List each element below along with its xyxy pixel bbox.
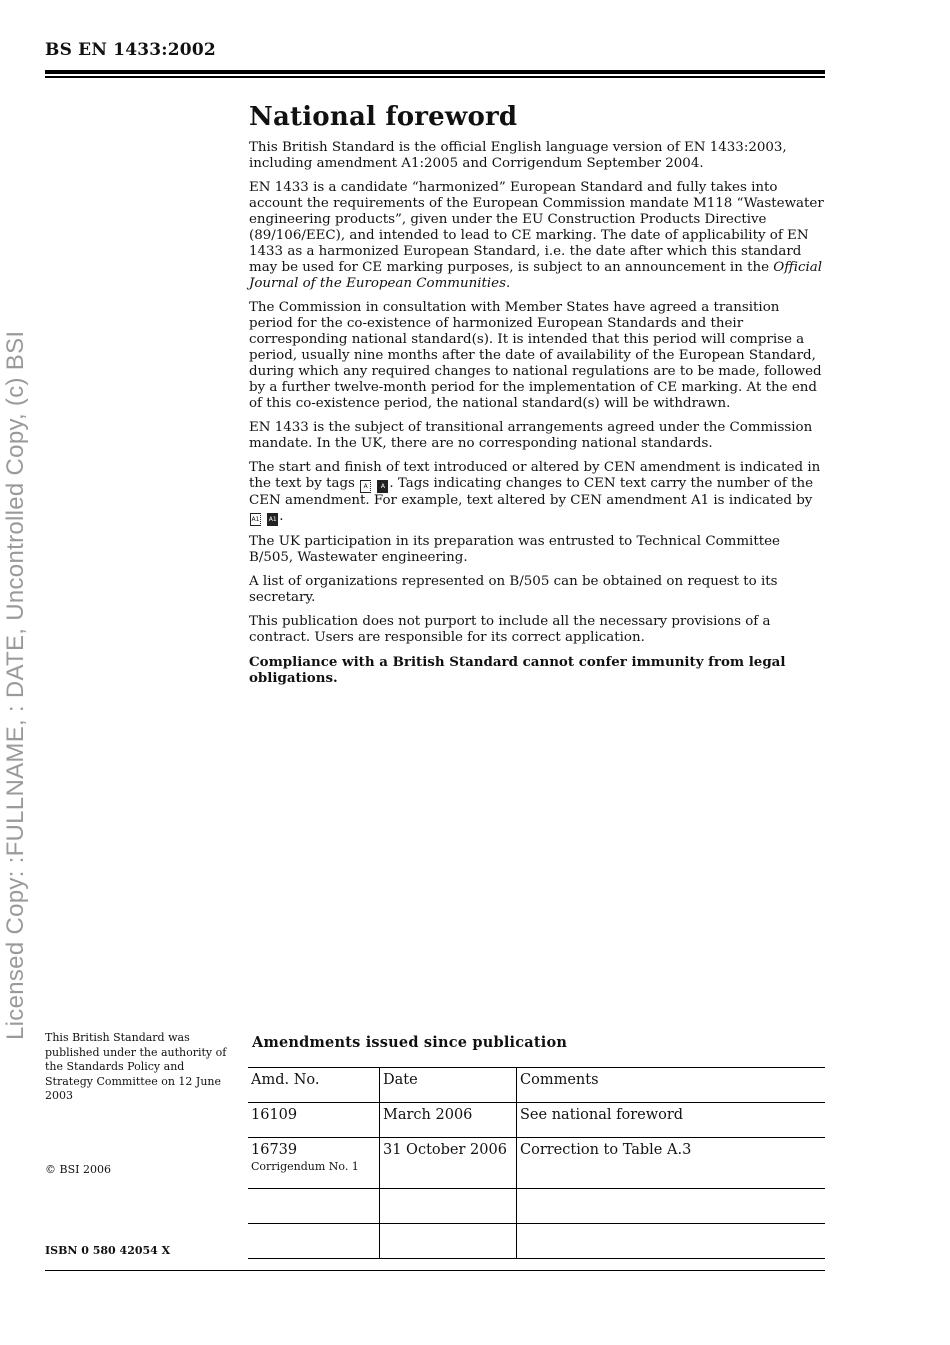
amendments-title: Amendments issued since publication (252, 1034, 568, 1051)
amendments-table (248, 1067, 825, 1259)
comments-cell: See national foreword (517, 1103, 826, 1138)
header-date: Date (380, 1068, 517, 1103)
license-watermark: Licensed Copy: :FULLNAME, : DATE, Uncontrolled Copy, (c) BSI (2, 330, 29, 1040)
foreword-paragraph-1: This British Standard is the official English language version of EN 1433:2003, including amendment A1:2005 and Corrigendum September 2004. (249, 140, 787, 171)
header-rule-thick (45, 70, 825, 74)
page-title: National foreword (249, 102, 518, 132)
header-rule-thin (45, 76, 825, 78)
table-row (248, 1138, 825, 1189)
amd-no-cell: 16109 (248, 1103, 380, 1138)
amendment-a1-start-tag-icon: A1 (250, 513, 261, 526)
date-cell: March 2006 (380, 1103, 517, 1138)
empty-cell (248, 1224, 380, 1259)
foreword-paragraph-4: EN 1433 is the subject of transitional arrangements agreed under the Commission mandate. In the UK, there are no corresponding national standards. (249, 420, 813, 451)
journal-name: Official Journal of the European Communities (249, 260, 823, 291)
footer-rule (45, 1270, 825, 1271)
paragraph-text: . (279, 509, 284, 524)
empty-cell (517, 1189, 826, 1224)
empty-table-row (248, 1189, 825, 1224)
publication-authority-note: This British Standard was published under the authority of the Standards Policy and Strategy Committee on 12 June 2003 (45, 1031, 227, 1102)
amd-number: 16739 (251, 1142, 298, 1158)
foreword-paragraph-3: The Commission in consultation with Member States have agreed a transition period for the co-existence of harmonized European Standards and their corresponding national standard(s). It is intended that this period will comprise a period, usually nine months after the date of availability of the European Standard, during which any required changes to national regulations are to be made, followed by a further twelve-month period for the implementation of CE marking. At the end of this co-existence period, the national standard(s) will be withdrawn. (249, 300, 822, 411)
foreword-paragraph-8: This publication does not purport to include all the necessary provisions of a contract. Users are responsible for its correct application. (249, 614, 771, 645)
amd-subtitle: Corrigendum No. 1 (251, 1160, 359, 1173)
comments-cell: Correction to Table A.3 (517, 1138, 826, 1189)
copyright-notice: © BSI 2006 (45, 1163, 111, 1176)
amendment-a1-end-tag-icon: A1 (267, 513, 278, 526)
empty-cell (380, 1224, 517, 1259)
empty-table-row (248, 1224, 825, 1259)
empty-cell (517, 1224, 826, 1259)
header-comments: Comments (517, 1068, 826, 1103)
empty-cell (248, 1189, 380, 1224)
amendment-end-tag-icon: A (377, 480, 388, 493)
amendment-start-tag-icon: A (360, 480, 371, 493)
header-amd-no: Amd. No. (248, 1068, 380, 1103)
date-cell: 31 October 2006 (380, 1138, 517, 1189)
compliance-statement: Compliance with a British Standard cannot confer immunity from legal obligations. (249, 654, 786, 686)
national-foreword (249, 102, 825, 694)
paragraph-text: The start and finish of text introduced or altered by CEN amendment is indicated in the text by tags (249, 460, 821, 491)
paragraph-text: EN 1433 is a candidate “harmonized” European Standard and fully takes into account the requirements of the European Commission mandate M118 “Wastewater engineering products”, given under the EU Construction Products Directive (89/106/EEC), and intended to lead to CE marking. The date of applicability of EN 1433 as a harmonized European Standard, i.e. the date after which this standard may be used for CE marking purposes, is subject to an announcement in the (249, 180, 824, 275)
foreword-paragraph-5 (249, 460, 825, 526)
table-header-row (248, 1068, 825, 1103)
isbn: ISBN 0 580 42054 X (45, 1244, 171, 1257)
foreword-paragraph-6: The UK participation in its preparation was entrusted to Technical Committee B/505, Wastewater engineering. (249, 534, 780, 565)
amd-no-cell (248, 1138, 380, 1189)
paragraph-text: . Tags indicating changes to CEN text carry the number of the CEN amendment. For example, text altered by CEN amendment A1 is indicated by (249, 476, 813, 508)
table-row (248, 1103, 825, 1138)
foreword-paragraph-7: A list of organizations represented on B/505 can be obtained on request to its secretary. (249, 574, 778, 605)
document-id: BS EN 1433:2002 (45, 40, 216, 60)
foreword-paragraph-2 (249, 180, 825, 292)
empty-cell (380, 1189, 517, 1224)
paragraph-text: . (505, 276, 511, 291)
